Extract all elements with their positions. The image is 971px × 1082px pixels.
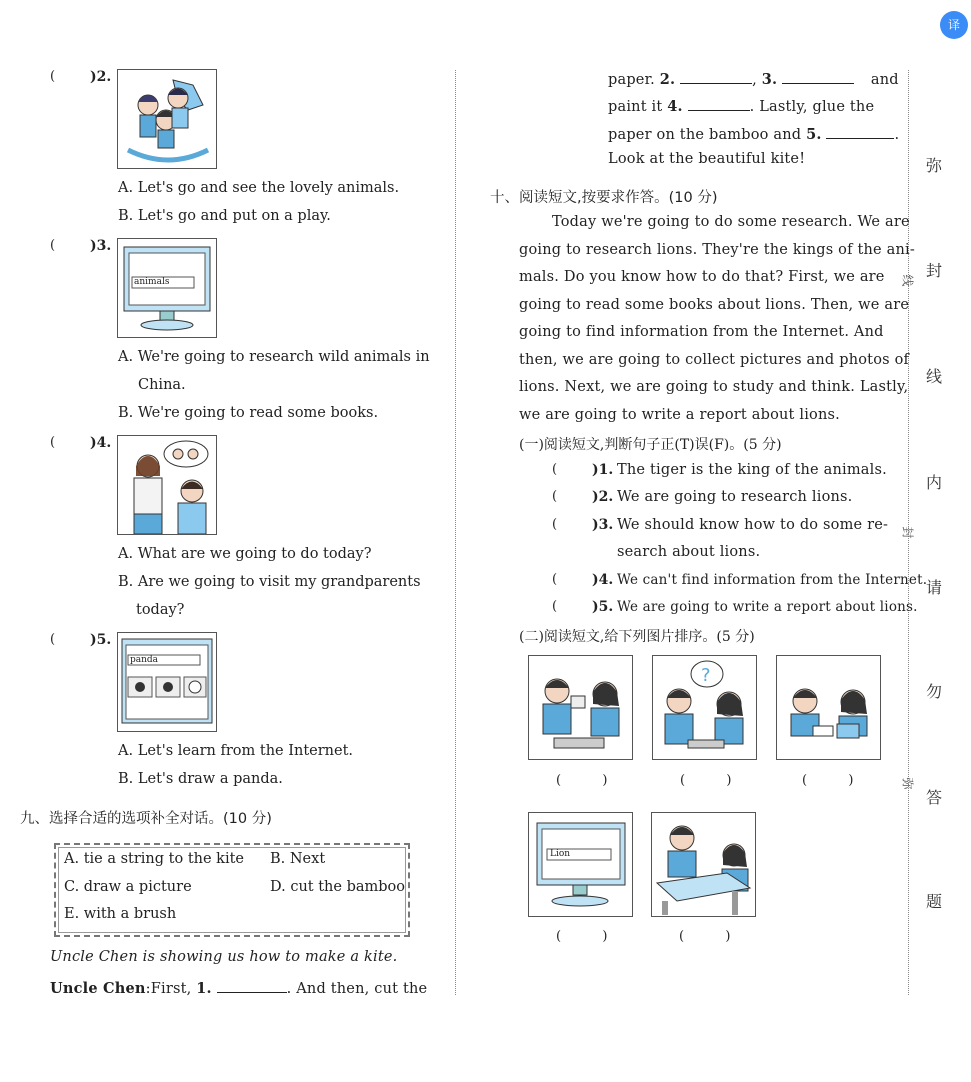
answer-paren-open: ( (50, 69, 56, 84)
question-number: )3. (592, 517, 614, 533)
option-e: E. with a brush (64, 906, 177, 922)
translate-icon[interactable]: 译 (940, 11, 968, 39)
option-b: B. Are we going to visit my grandparents (118, 574, 421, 590)
margin-char: 线 (926, 367, 943, 386)
answer-blank[interactable] (826, 124, 894, 139)
question-number: )4. (592, 572, 614, 588)
dialogue-text: :First, (145, 981, 197, 997)
question-number: )4. (90, 435, 112, 451)
question-number: )2. (90, 69, 112, 85)
answer-paren[interactable]: ( ) (556, 773, 608, 788)
seal-line-label: 封 (900, 526, 915, 539)
dialogue-text: paint it (608, 99, 668, 115)
option-c: C. draw a picture (64, 879, 192, 895)
dialogue-line (608, 69, 899, 88)
mother-and-son-picture (117, 435, 217, 535)
question-number: )5. (90, 632, 112, 648)
dialogue-line: Look at the beautiful kite! (608, 151, 806, 167)
kids-reading-picture (776, 655, 881, 760)
passage-line: then, we are going to collect pictures and photos of (519, 352, 910, 368)
dialogue-text: paper. (608, 72, 660, 88)
answer-blank[interactable] (680, 69, 752, 84)
option-d: D. cut the bamboo (270, 879, 405, 895)
dialogue-line (50, 978, 427, 997)
answer-paren-open: ( (552, 489, 558, 504)
svg-text:?: ? (701, 665, 711, 686)
blank-number: 4. (667, 98, 683, 115)
dialogue-text: and (870, 72, 899, 88)
answer-paren[interactable]: ( ) (679, 929, 731, 944)
answer-paren[interactable]: ( ) (556, 929, 608, 944)
dialogue-text: . Lastly, glue the (749, 99, 875, 115)
kids-playing-picture (117, 69, 217, 169)
question-number: )5. (592, 599, 614, 615)
speaker: Uncle Chen (50, 980, 146, 997)
option-a: A. Let's go and see the lovely animals. (118, 180, 400, 196)
option-b-cont: today? (136, 602, 185, 618)
margin-char: 封 (926, 261, 943, 280)
dialogue-text: . And then, cut the (286, 981, 428, 997)
blank-number: 1. (196, 980, 212, 997)
dialogue-text: . (894, 127, 900, 143)
margin-char: 弥 (926, 156, 943, 175)
question-number: )2. (592, 489, 614, 505)
answer-paren[interactable]: ( ) (802, 773, 854, 788)
part-1-title: (一)阅读短文,判断句子正(T)误(F)。(5 分) (519, 437, 782, 453)
option-b: B. Let's draw a panda. (118, 771, 283, 787)
option-a: A. Let's learn from the Internet. (118, 743, 354, 759)
passage-line: we are going to write a report about lions. (519, 407, 840, 423)
answer-blank[interactable] (688, 96, 750, 111)
column-divider (455, 70, 456, 995)
margin-char: 题 (926, 892, 943, 911)
seal-line-label: 弥 (900, 777, 915, 790)
dialogue-line (608, 124, 899, 143)
tf-statement: The tiger is the king of the animals. (617, 462, 887, 478)
option-b: B. Next (270, 851, 326, 867)
answer-paren-open: ( (552, 517, 558, 532)
blank-number: 5. (806, 126, 822, 143)
computer-search-picture (117, 238, 217, 338)
kids-thinking-picture (652, 655, 757, 760)
option-a: A. tie a string to the kite (64, 851, 245, 867)
margin-char: 内 (926, 473, 943, 492)
question-number: )3. (90, 238, 112, 254)
kids-with-photos-picture (528, 655, 633, 760)
kids-writing-report-picture (651, 812, 756, 917)
passage-line: Today we're going to do some research. We are (552, 214, 910, 230)
answer-blank[interactable] (782, 69, 854, 84)
margin-char: 请 (926, 578, 943, 597)
dialogue-line (608, 96, 874, 115)
dialogue-text: , (752, 72, 762, 88)
answer-paren-open: ( (552, 599, 558, 614)
tf-statement: We are going to research lions. (617, 489, 853, 505)
dialogue-intro: Uncle Chen is showing us how to make a kite. (50, 949, 398, 965)
tf-statement: We are going to write a report about lions. (617, 599, 918, 615)
passage-line: going to find information from the Internet. And (519, 324, 884, 340)
panda-search-picture (117, 632, 217, 732)
answer-paren-open: ( (552, 572, 558, 587)
answer-blank[interactable] (217, 978, 287, 993)
answer-paren[interactable]: ( ) (680, 773, 732, 788)
tf-statement: We should know how to do some re- (617, 517, 889, 533)
option-a: A. We're going to research wild animals in (118, 349, 430, 365)
option-b: B. Let's go and put on a play. (118, 208, 331, 224)
passage-line: lions. Next, we are going to study and think. Lastly, (519, 379, 909, 395)
blank-number: 3. (761, 71, 778, 88)
lion-search-computer-picture (528, 812, 633, 917)
section-9-title: 九、选择合适的选项补全对话。(10 分) (20, 811, 272, 827)
answer-paren-open: ( (552, 462, 558, 477)
search-text: panda (130, 655, 159, 665)
answer-paren-open: ( (50, 435, 56, 450)
option-a: A. What are we going to do today? (118, 546, 372, 562)
passage-line: mals. Do you know how to do that? First, we are (519, 269, 885, 285)
search-text: Lion (550, 849, 571, 859)
passage-line: going to research lions. They're the kings of the ani- (519, 242, 915, 258)
part-2-title: (二)阅读短文,给下列图片排序。(5 分) (519, 629, 755, 645)
answer-paren-open: ( (50, 632, 56, 647)
blank-number: 2. (659, 71, 676, 88)
section-10-title: 十、阅读短文,按要求作答。(10 分) (490, 190, 718, 206)
passage-line: going to read some books about lions. Then, we are (519, 297, 910, 313)
question-number: )1. (592, 462, 614, 478)
tf-statement: We can't find information from the Internet. (617, 572, 928, 588)
option-a-cont: China. (138, 377, 186, 393)
search-text: animals (134, 277, 170, 287)
tf-statement-cont: search about lions. (617, 544, 761, 560)
margin-char: 勿 (926, 682, 943, 701)
seal-line-label: 线 (900, 274, 915, 287)
dialogue-text: paper on the bamboo and (608, 127, 807, 143)
answer-paren-open: ( (50, 238, 56, 253)
option-b: B. We're going to read some books. (118, 405, 379, 421)
margin-char: 答 (926, 788, 943, 807)
